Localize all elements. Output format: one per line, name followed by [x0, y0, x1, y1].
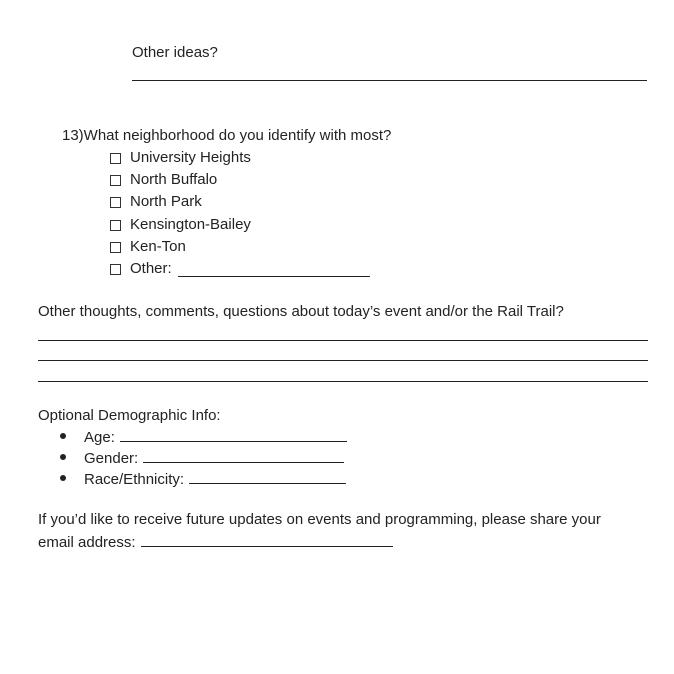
- option-north-buffalo[interactable]: [110, 170, 217, 190]
- checkbox[interactable]: [110, 220, 121, 231]
- email-field-row[interactable]: [38, 532, 393, 552]
- bullet-icon: [60, 433, 66, 439]
- comments-line-2[interactable]: [38, 360, 648, 361]
- age-line[interactable]: [120, 427, 347, 442]
- field-label: Race/Ethnicity:: [84, 471, 185, 488]
- option-ken-ton[interactable]: [110, 237, 186, 257]
- comments-line-1[interactable]: [38, 340, 648, 341]
- checkbox[interactable]: [110, 197, 121, 208]
- email-line[interactable]: [141, 532, 393, 547]
- checkbox[interactable]: [110, 264, 121, 275]
- demographic-age[interactable]: [60, 427, 347, 447]
- demographic-gender[interactable]: [60, 448, 344, 468]
- field-label: Age:: [84, 429, 115, 446]
- option-north-park[interactable]: [110, 192, 202, 212]
- demographic-race-ethnicity[interactable]: [60, 469, 346, 489]
- comments-prompt: Other thoughts, comments, questions about today’s event and/or the Rail Trail?: [38, 303, 564, 320]
- option-label: North Buffalo: [130, 171, 218, 188]
- option-label: Kensington-Bailey: [130, 216, 251, 233]
- demographics-heading: Optional Demographic Info:: [38, 407, 221, 424]
- other-ideas-label: Other ideas?: [132, 44, 218, 61]
- bullet-icon: [60, 454, 66, 460]
- race-ethnicity-line[interactable]: [189, 469, 346, 484]
- other-neighborhood-line[interactable]: [178, 262, 370, 277]
- field-label: Gender:: [84, 450, 139, 467]
- other-ideas-answer-line[interactable]: [132, 80, 647, 81]
- gender-line[interactable]: [143, 448, 344, 463]
- option-other[interactable]: [110, 259, 370, 279]
- option-label: Ken-Ton: [130, 238, 186, 255]
- option-university-heights[interactable]: [110, 148, 251, 168]
- checkbox[interactable]: [110, 153, 121, 164]
- option-label: North Park: [130, 193, 202, 210]
- comments-line-3[interactable]: [38, 381, 648, 382]
- option-label: University Heights: [130, 149, 251, 166]
- option-kensington-bailey[interactable]: [110, 215, 251, 235]
- checkbox[interactable]: [110, 242, 121, 253]
- option-label: Other:: [130, 260, 172, 277]
- bullet-icon: [60, 475, 66, 481]
- email-prompt-line-1: If you’d like to receive future updates on events and programming, please share your: [38, 511, 601, 528]
- question-13-text: 13)What neighborhood do you identify with most?: [62, 127, 392, 144]
- checkbox[interactable]: [110, 175, 121, 186]
- email-label: email address:: [38, 534, 136, 551]
